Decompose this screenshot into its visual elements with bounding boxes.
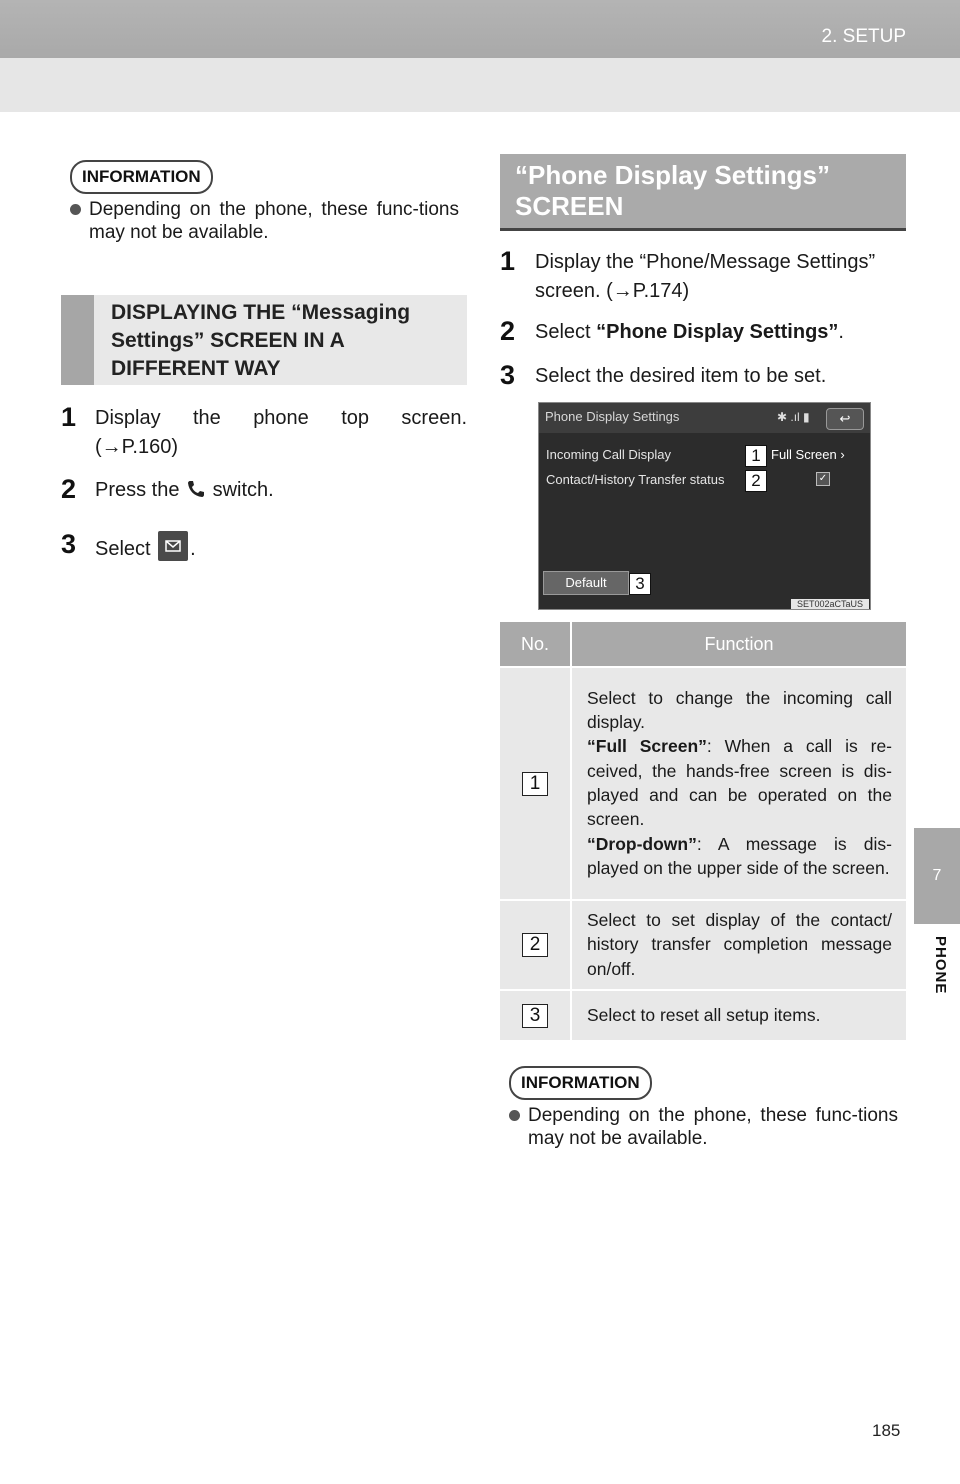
table-row <box>500 667 906 900</box>
step-text-after: . <box>838 321 844 343</box>
bullet-icon <box>509 1110 520 1121</box>
bullet-icon <box>70 204 81 215</box>
chapter-label: PHONE <box>932 936 949 995</box>
step-number: 1 <box>500 246 516 276</box>
row-label: Incoming Call Display <box>546 447 671 462</box>
table-row <box>500 990 906 1040</box>
status-icons: ✱ .ıl ▮ <box>777 410 810 424</box>
heading-accent <box>61 295 94 385</box>
step-text-after: . <box>190 538 196 560</box>
callout-2: 2 <box>745 470 767 492</box>
section-heading-box <box>500 154 906 231</box>
information-text: Depending on the phone, these func-tions may not be available. <box>528 1105 898 1149</box>
section-heading: “Phone Display Settings” SCREEN <box>515 160 830 221</box>
step-text: (→P.160) <box>95 436 179 458</box>
contact-history-transfer-row[interactable] <box>539 468 870 492</box>
information-text: Depending on the phone, these func-tions may not be available. <box>89 199 459 243</box>
step-text <box>95 531 196 564</box>
column-header-no: No. <box>500 622 571 667</box>
step-text: Select the desired item to be set. <box>535 365 827 387</box>
section-heading: DISPLAYING THE “Messaging Settings” SCREEN IN A DIFFERENT WAY <box>111 301 411 380</box>
step-text <box>95 476 274 505</box>
row-number-cell <box>500 900 571 990</box>
back-button[interactable]: ↩ <box>826 408 864 430</box>
page-number: 185 <box>872 1421 901 1440</box>
table-row <box>500 900 906 990</box>
option-text: : A message is dis-played on the upper side of the screen. <box>587 833 892 878</box>
step-text: Display the phone top screen. <box>95 407 467 429</box>
default-button[interactable]: Default <box>543 571 629 595</box>
step-number: 2 <box>500 316 516 346</box>
function-table <box>500 622 906 1040</box>
option-name: “Drop-down” <box>587 833 697 854</box>
step-number: 3 <box>61 529 77 559</box>
number-box: 3 <box>522 1004 548 1028</box>
function-option <box>587 734 892 831</box>
incoming-call-display-row[interactable] <box>539 443 870 467</box>
row-number-cell <box>500 990 571 1040</box>
number-box: 2 <box>522 933 548 957</box>
phone-display-settings-screenshot <box>538 402 871 610</box>
step-text: screen. (→P.174) <box>535 280 690 302</box>
page-header <box>0 0 960 58</box>
step-text <box>535 318 844 347</box>
screen-title-bar <box>539 403 870 433</box>
row-label: Contact/History Transfer status <box>546 472 725 487</box>
step-text-after: switch. <box>212 479 274 501</box>
callout-1: 1 <box>745 445 767 467</box>
table-header-row <box>500 622 906 667</box>
checkbox-icon[interactable]: ✓ <box>816 472 830 486</box>
column-header-function: Function <box>571 622 906 667</box>
callout-3: 3 <box>629 573 651 595</box>
step-text-before: Press the <box>95 479 180 501</box>
section-heading-box <box>61 295 467 385</box>
information-label: INFORMATION <box>509 1066 652 1100</box>
number-box: 1 <box>522 772 548 796</box>
function-cell: Select to set display of the contact/ history transfer completion message on/off. <box>571 900 906 990</box>
step-number: 2 <box>61 474 77 504</box>
section-title: 2. SETUP <box>821 26 906 47</box>
step-text-before: Select <box>95 538 151 560</box>
information-label: INFORMATION <box>70 160 213 194</box>
image-code: SET002aCTaUS <box>791 599 869 609</box>
function-cell: Select to reset all setup items. <box>571 990 906 1040</box>
phone-icon <box>185 479 207 499</box>
message-icon <box>158 531 188 561</box>
option-name: “Full Screen” <box>587 736 707 757</box>
screen-title: Phone Display Settings <box>545 409 680 424</box>
function-cell <box>571 667 906 900</box>
option-text: : When a call is re-ceived, the hands-free screen is dis-played and can be operated on the screen. <box>587 736 893 830</box>
function-intro: Select to change the incoming call display. <box>587 687 892 733</box>
step-text: Display the “Phone/Message Settings” <box>535 251 876 273</box>
step-text-before: Select <box>535 321 597 343</box>
row-value: Full Screen › <box>771 447 845 462</box>
row-number-cell <box>500 667 571 900</box>
function-option <box>587 832 892 881</box>
chapter-tab: 7 <box>914 828 960 924</box>
header-strip <box>0 58 960 112</box>
step-number: 1 <box>61 402 77 432</box>
step-number: 3 <box>500 360 516 390</box>
step-text-bold: “Phone Display Settings” <box>596 321 839 343</box>
